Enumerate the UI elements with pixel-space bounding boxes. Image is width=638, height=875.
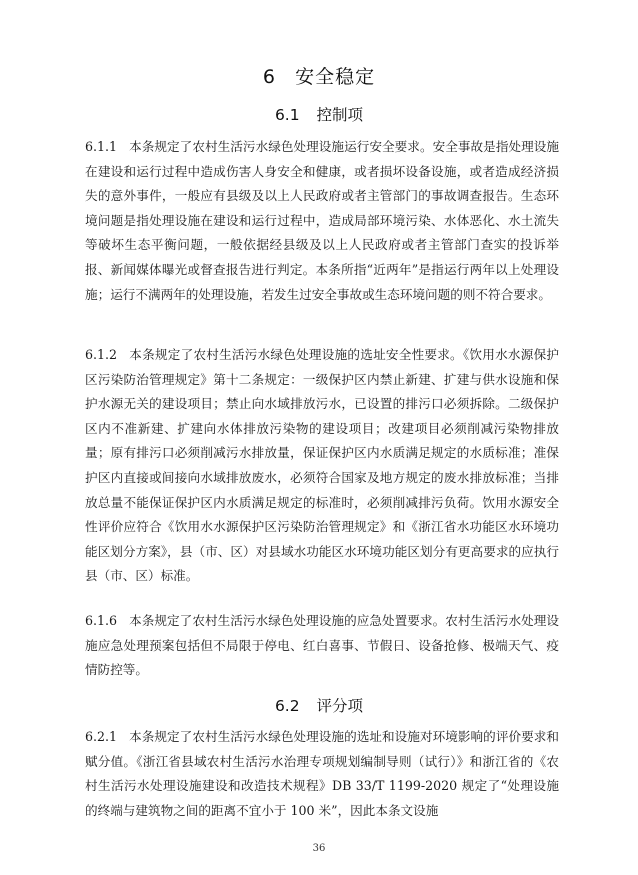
paragraph-6-2-1 [85, 725, 559, 823]
clause-text: 本条规定了农村生活污水绿色处理设施的选址和设施对环境影响的评价要求和赋分值。《浙江省县域农村生活污水治理专项规划编制导则（试行）》和浙江省的《农村生活污水处理设施建设和改造技术规程》DB 33/T 1199-2020 规定了“处理设施的终端与建筑物之间的距离不宜小于 100 米”，因此本条文设施 [85, 729, 559, 818]
clause-number: 6.1.1 [85, 139, 118, 154]
clause-number: 6.1.6 [85, 613, 118, 628]
paragraph-6-1-6 [85, 609, 559, 683]
clause-text: 本条规定了农村生活污水绿色处理设施的选址安全性要求。《饮用水水源保护区污染防治管理规定》第十二条规定：一级保护区内禁止新建、扩建与供水设施和保护水源无关的建设项目；禁止向水域排放污水，已设置的排污口必须拆除。二级保护区内不准新建、扩建向水体排放污染物的建设项目；改建项目必须削减污染物排放量；原有排污口必须削减污水排放量，保证保护区内水质满足规定的水质标准；准保护区内直接或间接向水域排放废水，必须符合国家及地方规定的废水排放标准；当排放总量不能保证保护区内水质满足规定的标准时，必须削减排污负荷。饮用水源安全性评价应符合《饮用水水源保护区污染防治管理规定》和《浙江省水功能区水环境功能区划分方案》，县（市、区）对县域水功能区水环境功能区划分有更高要求的应执行县（市、区）标准。 [85, 347, 559, 584]
paragraph-6-1-2 [85, 343, 559, 589]
section-title-6-1 [0, 103, 638, 125]
section-name: 评分项 [316, 697, 364, 715]
paragraph-6-1-1 [85, 135, 559, 307]
chapter-title [0, 62, 638, 89]
section-title-6-2 [0, 694, 638, 716]
section-number: 6.1 [274, 106, 300, 124]
clause-number: 6.2.1 [85, 729, 118, 744]
clause-text: 本条规定了农村生活污水绿色处理设施运行安全要求。安全事故是指处理设施在建设和运行过程中造成伤害人身安全和健康，或者损坏设备设施，或者造成经济损失的意外事件，一般应有县级及以上人民政府或者主管部门的事故调查报告。生态环境问题是指处理设施在建设和运行过程中，造成局部环境污染、水体恶化、水土流失等破坏生态平衡问题，一般依据经县级及以上人民政府或者主管部门查实的投诉举报、新闻媒体曝光或督查报告进行判定。本条所指“近两年”是指运行两年以上处理设施；运行不满两年的处理设施，若发生过安全事故或生态环境问题的则不符合要求。 [85, 139, 559, 302]
chapter-name: 安全稳定 [295, 66, 376, 88]
page-number: 36 [312, 843, 326, 854]
clause-number: 6.1.2 [85, 347, 118, 362]
clause-text: 本条规定了农村生活污水绿色处理设施的应急处置要求。农村生活污水处理设施应急处理预案包括但不局限于停电、红白喜事、节假日、设备抢修、极端天气、疫情防控等。 [85, 613, 559, 678]
section-name: 控制项 [316, 106, 364, 124]
section-number: 6.2 [274, 697, 300, 715]
chapter-number: 6 [262, 66, 277, 88]
